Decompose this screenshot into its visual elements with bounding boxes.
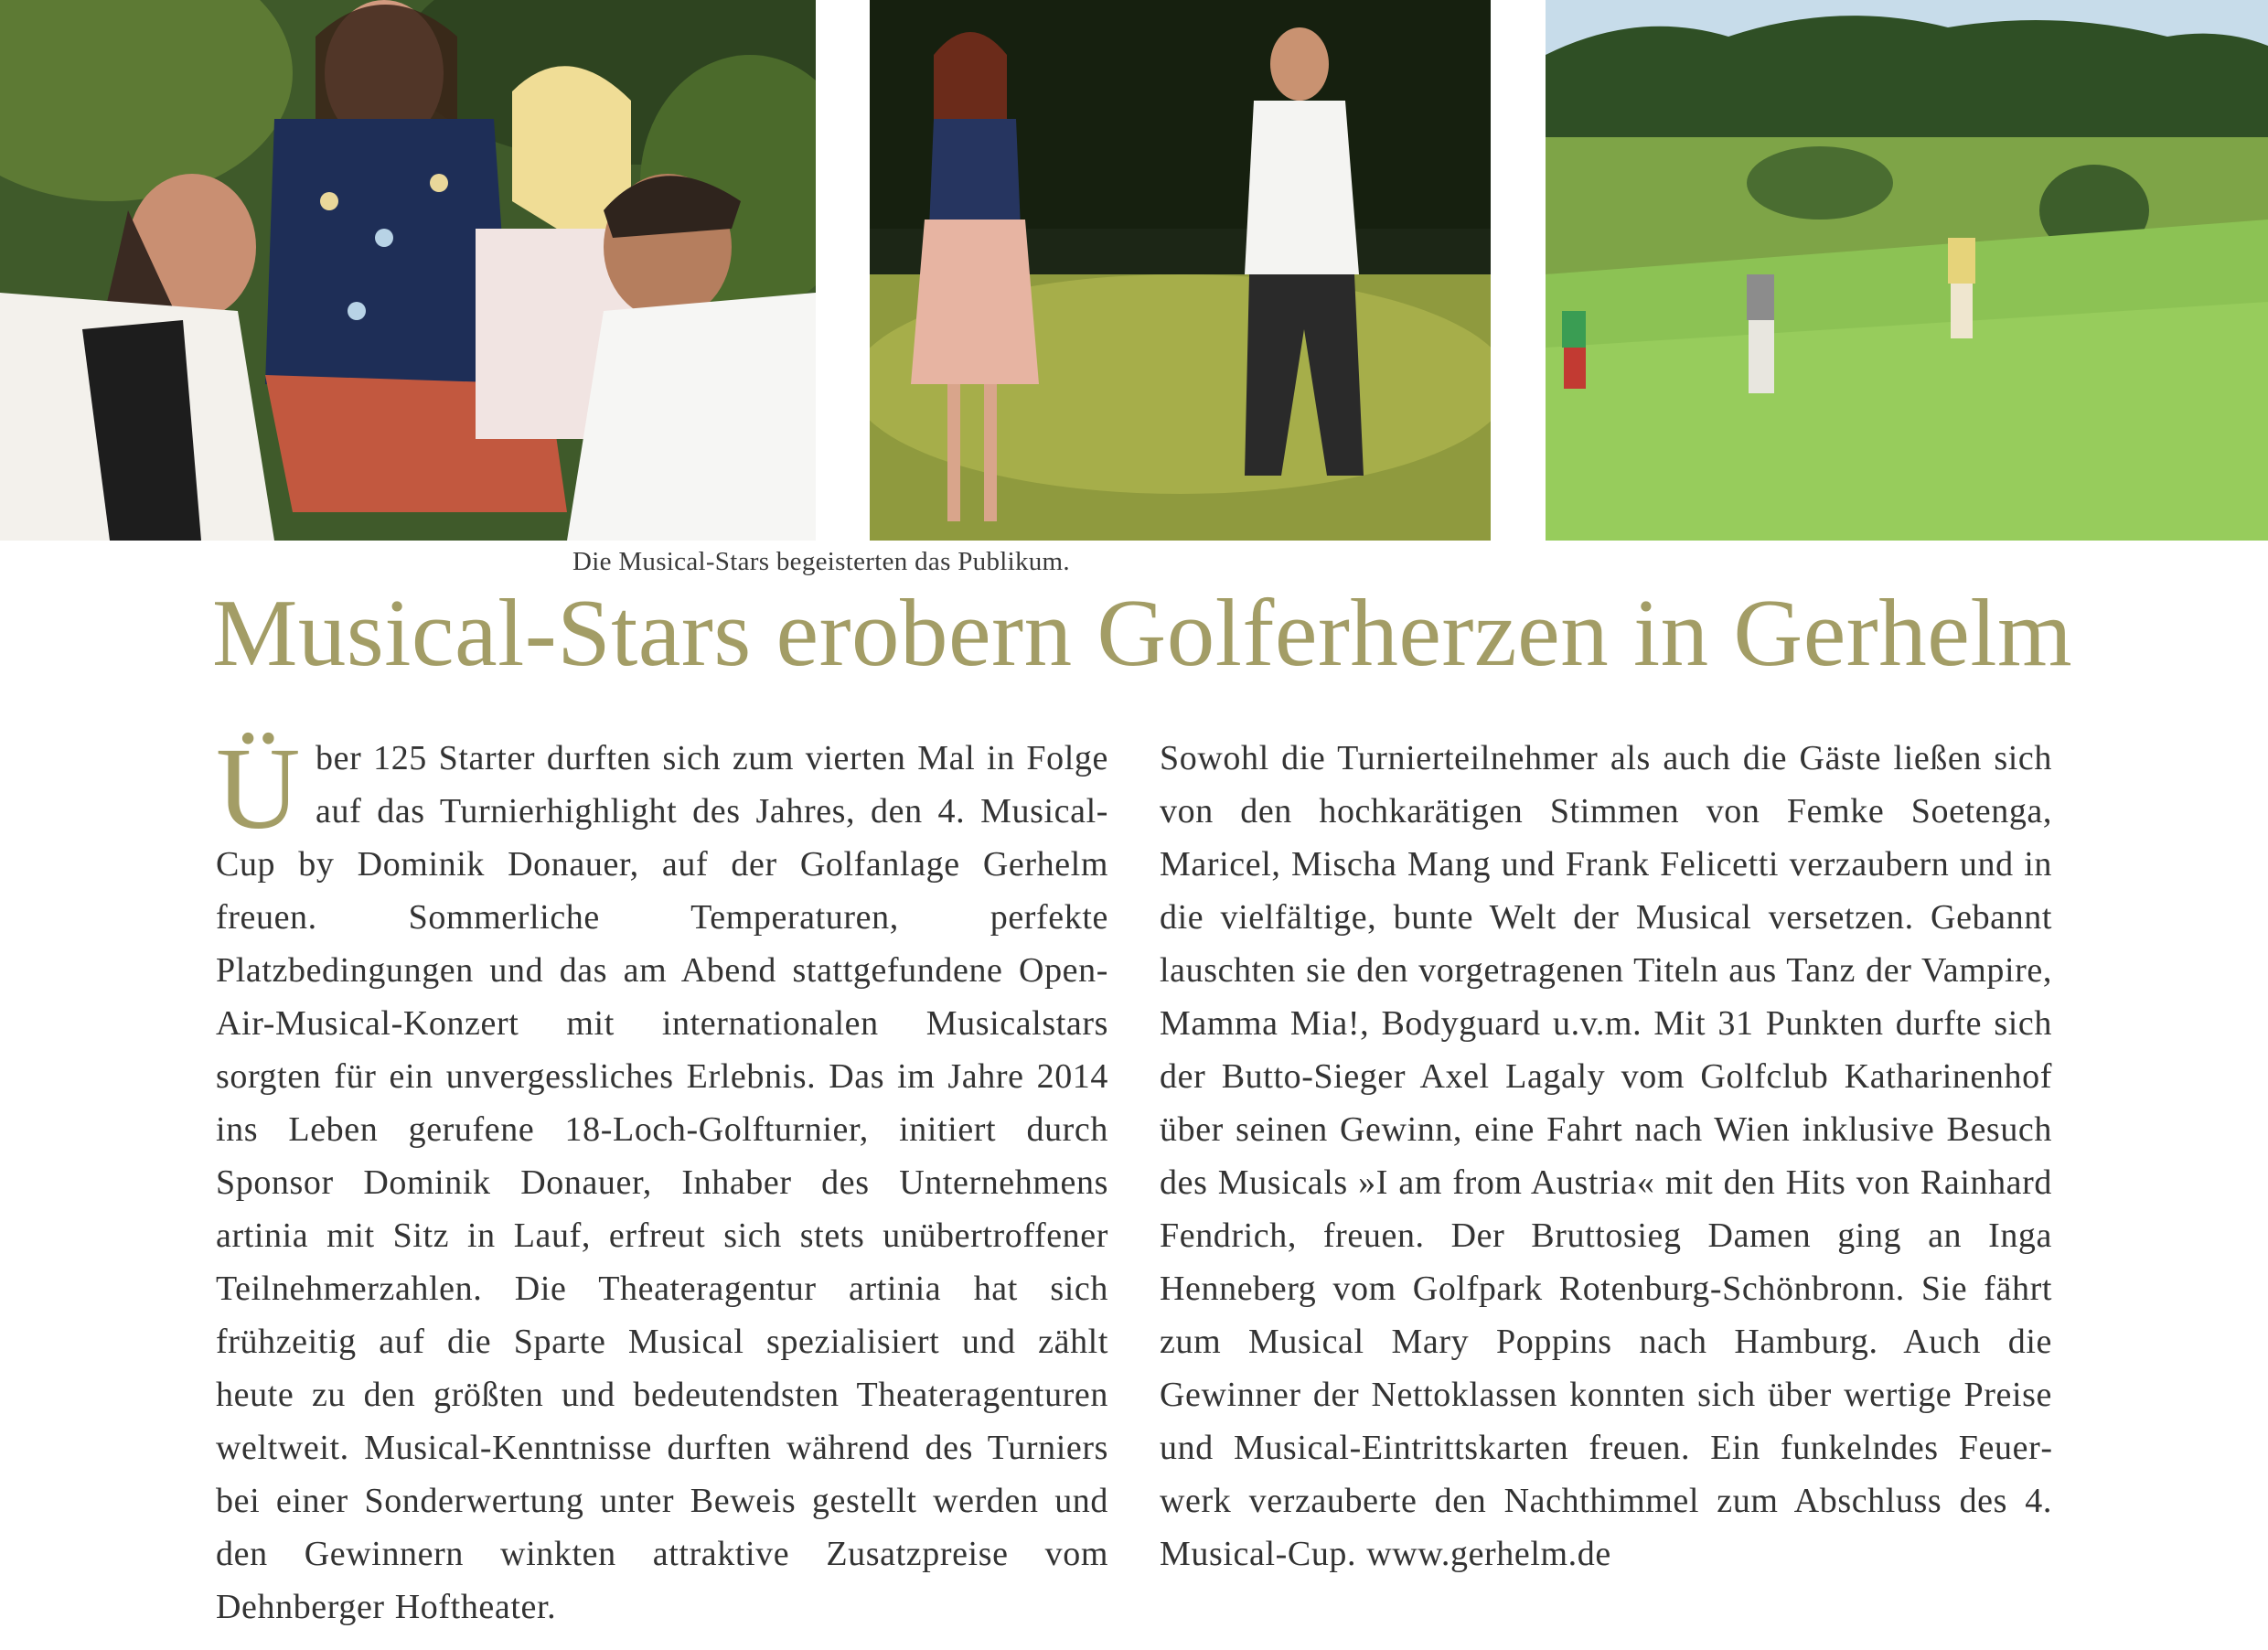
article-text-right: Sowohl die Turnierteilnehmer als auch die Gäste ließen sich von den hochkarätigen Stimmen von Femke Soetenga, Maricel, Mischa Mang und Frank Felicetti verzaubern und in die vielfältige, bunte Welt der Musical versetzen. Gebannt lauschten sie den vorgetragenen Titeln aus Tanz der Vampire, Mamma Mia!, Bodyguard u.v.m. Mit 31 Punkten durfte sich der Butto-Sieger Axel Lagaly vom Golfclub Katharinenhof über seinen Gewinn, eine Fahrt nach Wien inklusive Besuch des Musicals »I am from Austria« mit den Hits von Rainhard Fendrich, freuen. Der Bruttosieg Damen ging an Inga Henneberg vom Golfpark Rotenburg-Schönbronn. Sie fährt zum Musical Mary Poppins nach Hamburg. Auch die Gewinner der Nettoklassen konnten sich über wertige Preise und Musical-Eintrittskarten freuen. Ein funkelndes Feuerwerk verzauberte den Nachthimmel zum Abschluss des 4. Musical-Cup. www.gerhelm.de	[1160, 739, 2052, 1573]
photo-caption: Die Musical-Stars begeisterten das Publikum.	[572, 547, 1070, 576]
article-headline: Musical-Stars erobern Golferherzen in Gerhelm	[212, 579, 2073, 686]
dropcap-letter: Ü	[216, 723, 302, 853]
photo-performers-stage	[870, 0, 1491, 541]
article-column-right	[1160, 732, 2052, 1580]
photo-golf-course	[1546, 0, 2268, 541]
photo-musical-stars-group	[0, 0, 816, 541]
article-column-left	[216, 723, 1108, 1634]
article-text-left: ber 125 Starter durften sich zum vierten Mal in Folge auf das Turnierhighlight des Jahres, den 4. Musical-Cup by Dominik Donauer, auf der Golfanlage Gerhelm freuen. Sommerliche Temperaturen, perfekte Platzbedingungen und das am Abend stattgefundene Open-Air-Musical-Konzert mit internationalen Musicalstars sorgten für ein unvergessliches Erlebnis. Das im Jahre 2014 ins Leben gerufene 18-Loch-Golfturnier, initiert durch Sponsor Dominik Donauer, Inhaber des Unternehmens artinia mit Sitz in Lauf, erfreut sich stets unübertroffener Teilnehmerzahlen. Die Theateragentur artinia hat sich frühzeitig auf die Sparte Musical spezialisiert und zählt heute zu den größten und bedeutendsten Theateragenturen weltweit. Musical-Kenntnisse durften während des Turniers bei einer Sonderwertung unter Beweis gestellt werden und den Gewinnern winkten attraktive Zusatzpreise vom Dehnberger Hoftheater.	[216, 739, 1108, 1626]
